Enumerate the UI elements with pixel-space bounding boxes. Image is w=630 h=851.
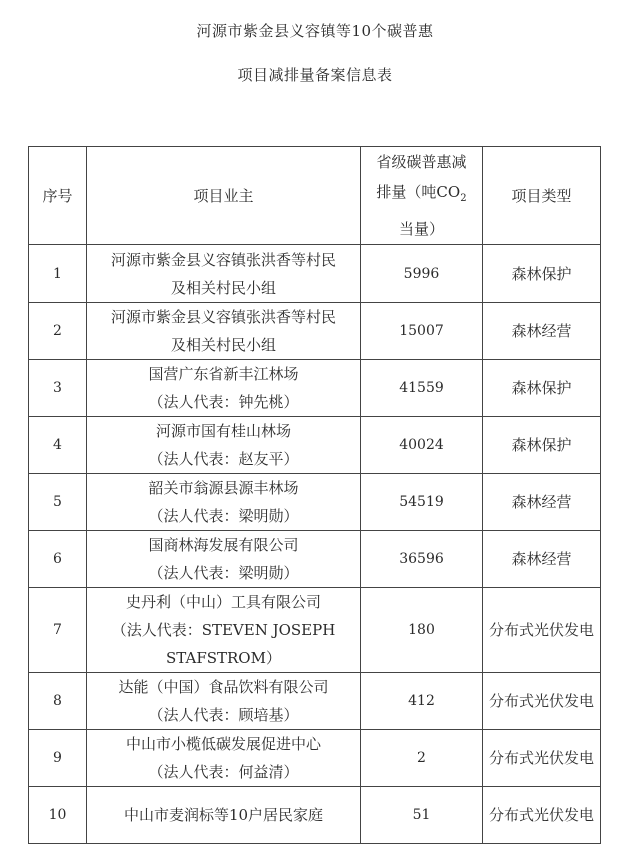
header-reduction xyxy=(361,147,483,245)
owner-line-2: 及相关村民小组 xyxy=(170,278,276,297)
owner-line-2: （法人代表：STEVEN JOSEPH xyxy=(111,621,336,639)
cell-reduction: 54519 xyxy=(361,474,483,531)
owner-line-1: 河源市国有桂山林场 xyxy=(155,422,291,440)
cell-reduction: 51 xyxy=(361,787,483,844)
table-row xyxy=(29,588,601,673)
owner-line-2: （法人代表：何益清） xyxy=(148,763,299,781)
table-row xyxy=(29,531,601,588)
cell-reduction: 5996 xyxy=(361,245,483,303)
owner-line-1: 中山市麦润标等10户居民家庭 xyxy=(123,806,324,824)
header-seq: 序号 xyxy=(29,147,87,245)
cell-type: 森林保护 xyxy=(483,417,601,474)
owner-line-2: （法人代表：顾培基） xyxy=(148,706,299,724)
cell-owner xyxy=(87,303,361,360)
cell-owner xyxy=(87,588,361,673)
owner-line-3: STAFSTROM） xyxy=(166,649,281,667)
cell-seq: 3 xyxy=(29,360,87,417)
cell-owner xyxy=(87,417,361,474)
owner-line-1: 史丹利（中山）工具有限公司 xyxy=(125,593,321,611)
owner-line-1: 国商林海发展有限公司 xyxy=(148,536,299,554)
cell-reduction: 15007 xyxy=(361,303,483,360)
cell-seq: 2 xyxy=(29,303,87,360)
owner-line-1: 国营广东省新丰江林场 xyxy=(148,365,299,383)
header-reduction-line-2-text: 排量（吨CO xyxy=(376,183,461,201)
table-row xyxy=(29,787,601,844)
cell-seq: 10 xyxy=(29,787,87,844)
cell-type: 森林经营 xyxy=(483,474,601,531)
owner-line-1: 中山市小榄低碳发展促进中心 xyxy=(125,735,321,753)
header-reduction-line-2 xyxy=(367,177,476,214)
cell-seq: 4 xyxy=(29,417,87,474)
cell-reduction: 40024 xyxy=(361,417,483,474)
cell-owner xyxy=(87,531,361,588)
owner-line-2: （法人代表：钟先桃） xyxy=(148,393,299,411)
table-row xyxy=(29,245,601,303)
table-row xyxy=(29,360,601,417)
header-reduction-subscript: 2 xyxy=(460,193,467,204)
table-body xyxy=(29,245,601,844)
cell-type: 森林保护 xyxy=(483,245,601,303)
cell-owner xyxy=(87,245,361,303)
cell-seq: 7 xyxy=(29,588,87,673)
cell-seq: 1 xyxy=(29,245,87,303)
cell-type: 森林保护 xyxy=(483,360,601,417)
cell-owner xyxy=(87,474,361,531)
cell-reduction: 180 xyxy=(361,588,483,673)
cell-reduction: 41559 xyxy=(361,360,483,417)
document-title-line-1: 河源市紫金县义容镇等10个碳普惠 xyxy=(196,22,434,40)
owner-line-1: 河源市紫金县义容镇张洪香等村民 xyxy=(110,250,336,269)
cell-seq: 8 xyxy=(29,673,87,730)
header-reduction-line-1: 省级碳普惠减 xyxy=(376,153,467,171)
record-table xyxy=(28,146,601,844)
header-reduction-line-3: 当量） xyxy=(398,220,444,238)
cell-reduction: 2 xyxy=(361,730,483,787)
table-row xyxy=(29,673,601,730)
cell-owner xyxy=(87,787,361,844)
header-type: 项目类型 xyxy=(483,147,601,245)
table-row xyxy=(29,730,601,787)
cell-owner xyxy=(87,730,361,787)
cell-type: 分布式光伏发电 xyxy=(483,673,601,730)
owner-line-2: 及相关村民小组 xyxy=(170,336,276,354)
cell-type: 分布式光伏发电 xyxy=(483,730,601,787)
table-header-row xyxy=(29,147,601,245)
cell-seq: 6 xyxy=(29,531,87,588)
cell-type: 森林经营 xyxy=(483,303,601,360)
owner-line-1: 河源市紫金县义容镇张洪香等村民 xyxy=(110,308,336,326)
document-title-line-2: 项目减排量备案信息表 xyxy=(237,66,393,84)
table-row xyxy=(29,474,601,531)
cell-reduction: 412 xyxy=(361,673,483,730)
owner-line-2: （法人代表：梁明勋） xyxy=(148,564,299,582)
owner-line-2: （法人代表：赵友平） xyxy=(148,450,299,468)
cell-owner xyxy=(87,360,361,417)
cell-reduction: 36596 xyxy=(361,531,483,588)
cell-seq: 9 xyxy=(29,730,87,787)
table-row xyxy=(29,303,601,360)
cell-owner xyxy=(87,673,361,730)
owner-line-1: 达能（中国）食品饮料有限公司 xyxy=(118,678,329,696)
header-owner: 项目业主 xyxy=(87,147,361,245)
cell-type: 分布式光伏发电 xyxy=(483,787,601,844)
cell-type: 森林经营 xyxy=(483,531,601,588)
cell-seq: 5 xyxy=(29,474,87,531)
cell-type: 分布式光伏发电 xyxy=(483,588,601,673)
owner-line-1: 韶关市翁源县源丰林场 xyxy=(148,479,299,497)
table-row xyxy=(29,417,601,474)
owner-line-2: （法人代表：梁明勋） xyxy=(148,507,299,525)
